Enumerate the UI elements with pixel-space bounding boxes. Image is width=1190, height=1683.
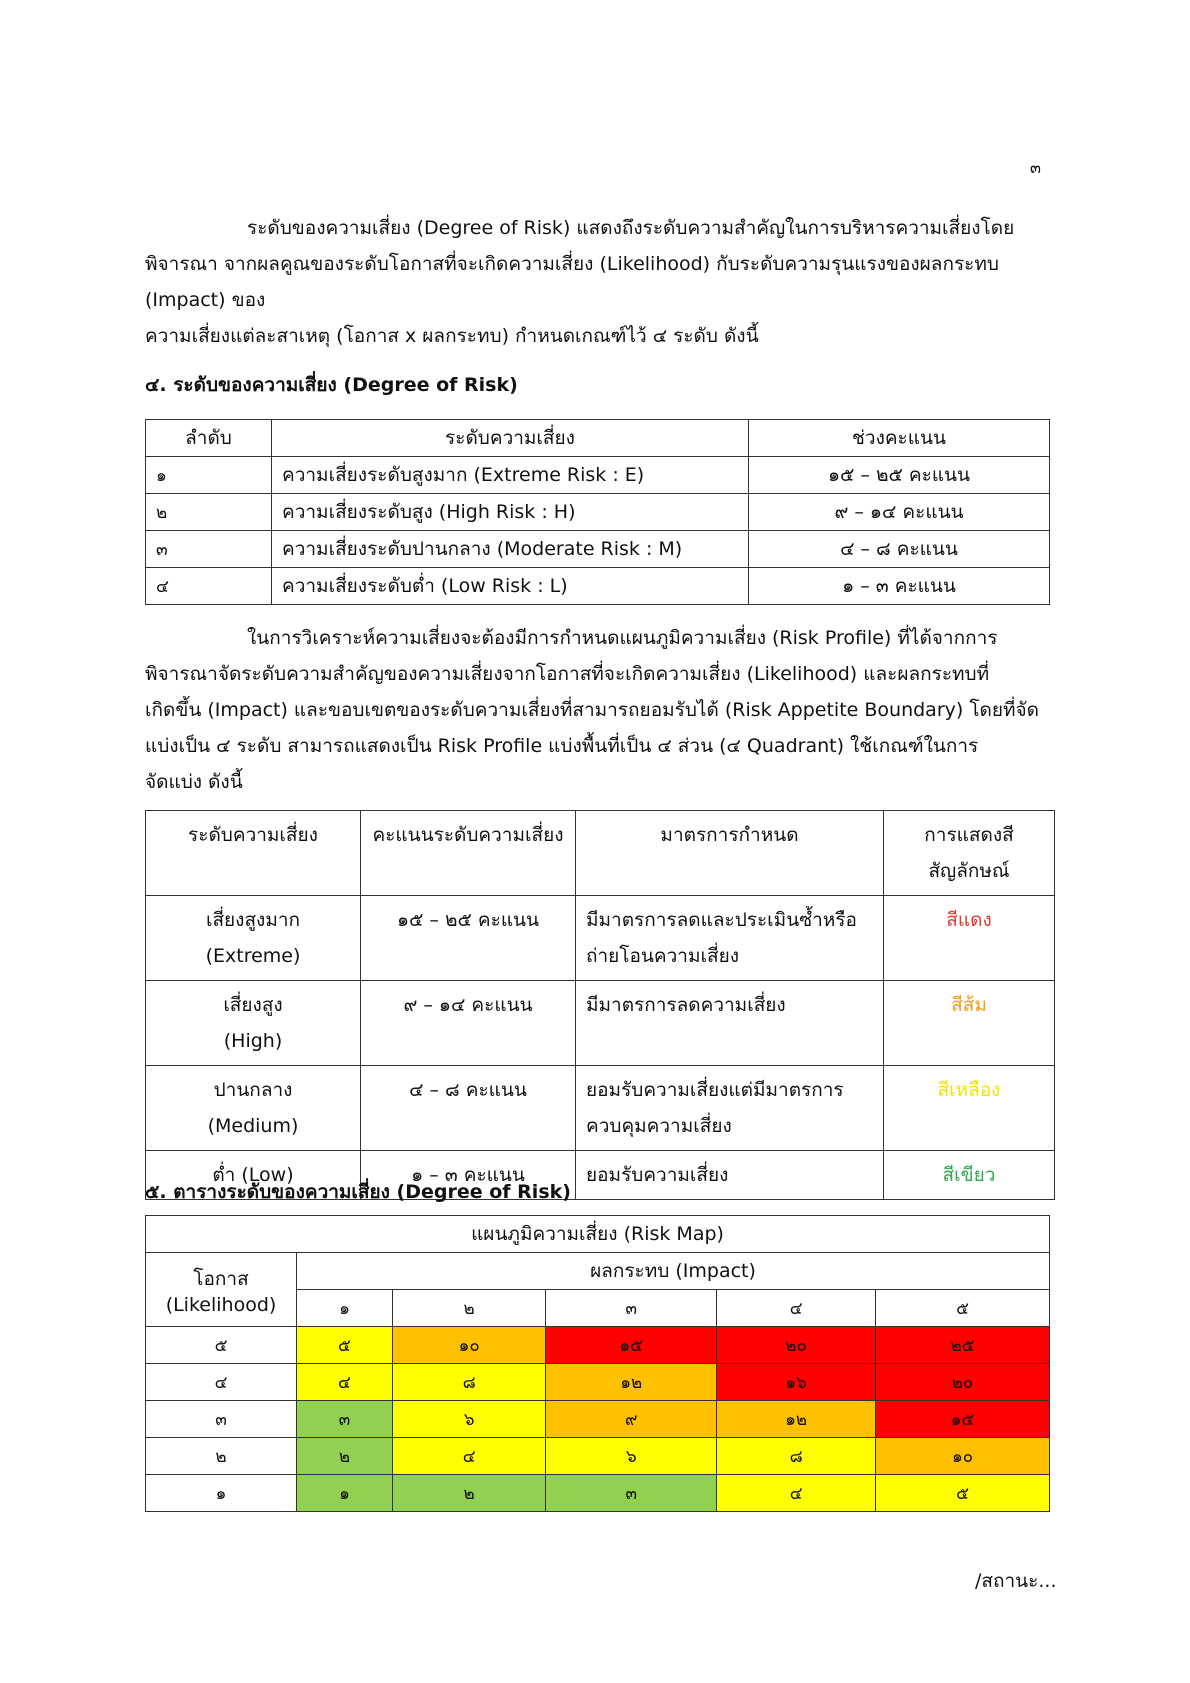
score-range: ๔ – ๘ คะแนน	[749, 531, 1050, 568]
risk-level-en: (Medium)	[207, 1115, 299, 1137]
risk-level-cell	[146, 896, 361, 981]
profile-line: ในการวิเคราะห์ความเสี่ยงจะต้องมีการกำหนดแผนภูมิความเสี่ยง (Risk Profile) ที่ได้จากการ	[247, 627, 998, 649]
table-row	[146, 896, 1055, 981]
score-range: ๑ – ๓ คะแนน	[749, 568, 1050, 605]
intro-line: (Impact) ของ	[145, 289, 266, 311]
risk-map-row	[146, 1327, 1050, 1364]
risk-score-cell: ๒๐	[876, 1364, 1050, 1401]
risk-score-cell: ๕	[876, 1475, 1050, 1512]
row-number: ๒	[146, 494, 272, 531]
risk-score-cell: ๔	[717, 1475, 876, 1512]
risk-score-cell: ๘	[392, 1364, 545, 1401]
risk-score-cell: ๑๐	[876, 1438, 1050, 1475]
risk-score-cell: ๑	[297, 1475, 393, 1512]
risk-map-header-row	[146, 1253, 1050, 1290]
likelihood-level: ๑	[146, 1475, 297, 1512]
risk-score-cell: ๒๕	[876, 1327, 1050, 1364]
intro-line: พิจารณา จากผลคูณของระดับโอกาสที่จะเกิดความเสี่ยง (Likelihood) กับระดับความรุนแรงของผลกระทบ	[145, 253, 999, 275]
risk-score-cell: ๙	[546, 1401, 717, 1438]
intro-paragraph	[145, 210, 1050, 354]
row-number: ๑	[146, 457, 272, 494]
risk-score-cell: ๑๐	[392, 1327, 545, 1364]
risk-criteria-table	[145, 810, 1055, 1200]
risk-score: ๔ – ๘ คะแนน	[361, 1066, 576, 1151]
risk-level-en: (Extreme)	[205, 945, 301, 967]
risk-score-cell: ๘	[717, 1438, 876, 1475]
risk-level-cell	[146, 1066, 361, 1151]
likelihood-level: ๓	[146, 1401, 297, 1438]
risk-measure: มีมาตรการลดและประเมินซ้ำหรือถ่ายโอนความเสี่ยง	[576, 896, 884, 981]
column-header-score: คะแนนระดับความเสี่ยง	[361, 811, 576, 896]
risk-score-cell: ๓	[546, 1475, 717, 1512]
table-row	[146, 494, 1050, 531]
table-row	[146, 1066, 1055, 1151]
risk-score-cell: ๑๖	[717, 1364, 876, 1401]
likelihood-level: ๕	[146, 1327, 297, 1364]
risk-level: ความเสี่ยงระดับต่ำ (Low Risk : L)	[272, 568, 749, 605]
section5-heading: ๕. ตารางระดับของความเสี่ยง (Degree of Risk)	[145, 1181, 571, 1203]
risk-level-en: (High)	[223, 1030, 283, 1052]
intro-line: ความเสี่ยงแต่ละสาเหตุ (โอกาส x ผลกระทบ) กำหนดเกณฑ์ไว้ ๔ ระดับ ดังนี้	[145, 325, 759, 347]
risk-score-cell: ๓	[297, 1401, 393, 1438]
risk-score-cell: ๑๒	[546, 1364, 717, 1401]
column-header-range: ช่วงคะแนน	[749, 420, 1050, 457]
risk-map-row	[146, 1438, 1050, 1475]
risk-score-cell: ๑๒	[717, 1401, 876, 1438]
impact-header: ผลกระทบ (Impact)	[297, 1253, 1050, 1290]
score-range: ๑๕ – ๒๕ คะแนน	[749, 457, 1050, 494]
profile-line: พิจารณาจัดระดับความสำคัญของความเสี่ยงจากโอกาสที่จะเกิดความเสี่ยง (Likelihood) และผลกระทบที่	[145, 663, 990, 685]
risk-score-cell: ๔	[297, 1364, 393, 1401]
table-row	[146, 981, 1055, 1066]
risk-level-th: ต่ำ (Low)	[212, 1164, 294, 1186]
risk-score-cell: ๒	[297, 1438, 393, 1475]
risk-score-cell: ๖	[392, 1401, 545, 1438]
column-header-level: ระดับความเสี่ยง	[146, 811, 361, 896]
risk-level: ความเสี่ยงระดับสูง (High Risk : H)	[272, 494, 749, 531]
impact-level: ๕	[876, 1290, 1050, 1327]
profile-line: จัดแบ่ง ดังนี้	[145, 771, 243, 793]
likelihood-level: ๒	[146, 1438, 297, 1475]
page-footer: /สถานะ...	[975, 1570, 1057, 1592]
risk-map-table	[145, 1215, 1050, 1512]
profile-line: แบ่งเป็น ๔ ระดับ สามารถแสดงเป็น Risk Profile แบ่งพื้นที่เป็น ๔ ส่วน (๔ Quadrant) ใช้เกณฑ์ในการ	[145, 735, 979, 757]
table-row	[146, 457, 1050, 494]
table-row	[146, 568, 1050, 605]
table-header-row	[146, 811, 1055, 896]
risk-score-cell: ๑๕	[546, 1327, 717, 1364]
page-number: ๓	[1030, 158, 1041, 177]
column-header-measure: มาตรการกำหนด	[576, 811, 884, 896]
profile-paragraph	[145, 620, 1050, 800]
risk-map-row	[146, 1475, 1050, 1512]
risk-score-cell: ๒๐	[717, 1327, 876, 1364]
section4-heading: ๔. ระดับของความเสี่ยง (Degree of Risk)	[145, 374, 518, 396]
color-label: สีเขียว	[884, 1151, 1055, 1200]
impact-level: ๔	[717, 1290, 876, 1327]
risk-level-cell	[146, 981, 361, 1066]
table-header-row	[146, 420, 1050, 457]
risk-measure: ยอมรับความเสี่ยง	[576, 1151, 884, 1200]
likelihood-label-en: (Likelihood)	[165, 1293, 277, 1316]
risk-score: ๑๕ – ๒๕ คะแนน	[361, 896, 576, 981]
impact-level: ๑	[297, 1290, 393, 1327]
risk-score-cell: ๕	[297, 1327, 393, 1364]
risk-score-cell: ๖	[546, 1438, 717, 1475]
likelihood-level: ๔	[146, 1364, 297, 1401]
risk-measure: มีมาตรการลดความเสี่ยง	[576, 981, 884, 1066]
likelihood-header	[146, 1253, 297, 1327]
risk-level: ความเสี่ยงระดับปานกลาง (Moderate Risk : M)	[272, 531, 749, 568]
risk-map-title-row	[146, 1216, 1050, 1253]
profile-line: เกิดขึ้น (Impact) และขอบเขตของระดับความเสี่ยงที่สามารถยอมรับได้ (Risk Appetite Boundary) โดยที่จัด	[145, 699, 1040, 721]
risk-level: ความเสี่ยงระดับสูงมาก (Extreme Risk : E)	[272, 457, 749, 494]
column-header-color: การแสดงสีสัญลักษณ์	[884, 811, 1055, 896]
impact-level: ๒	[392, 1290, 545, 1327]
risk-score-cell: ๑๕	[876, 1401, 1050, 1438]
risk-score-cell: ๒	[392, 1475, 545, 1512]
risk-level-th: เสี่ยงสูง	[223, 994, 283, 1016]
color-label: สีแดง	[884, 896, 1055, 981]
risk-level-th: ปานกลาง	[213, 1079, 293, 1101]
table-row	[146, 531, 1050, 568]
risk-score: ๑ – ๓ คะแนน	[361, 1151, 576, 1200]
row-number: ๓	[146, 531, 272, 568]
risk-level-th: เสี่ยงสูงมาก	[205, 909, 301, 931]
intro-line: ระดับของความเสี่ยง (Degree of Risk) แสดงถึงระดับความสำคัญในการบริหารความเสี่ยงโดย	[247, 217, 1015, 239]
degree-of-risk-table	[145, 419, 1050, 605]
score-range: ๙ – ๑๔ คะแนน	[749, 494, 1050, 531]
risk-score: ๙ – ๑๔ คะแนน	[361, 981, 576, 1066]
risk-map-title: แผนภูมิความเสี่ยง (Risk Map)	[146, 1216, 1050, 1253]
column-header-no: ลำดับ	[146, 420, 272, 457]
column-header-level: ระดับความเสี่ยง	[272, 420, 749, 457]
row-number: ๔	[146, 568, 272, 605]
risk-map-row	[146, 1364, 1050, 1401]
risk-measure: ยอมรับความเสี่ยงแต่มีมาตรการควบคุมความเสี่ยง	[576, 1066, 884, 1151]
risk-score-cell: ๔	[392, 1438, 545, 1475]
risk-map-row	[146, 1401, 1050, 1438]
likelihood-label: โอกาส	[193, 1267, 249, 1290]
impact-level: ๓	[546, 1290, 717, 1327]
color-label: สีเหลือง	[884, 1066, 1055, 1151]
color-label: สีส้ม	[884, 981, 1055, 1066]
